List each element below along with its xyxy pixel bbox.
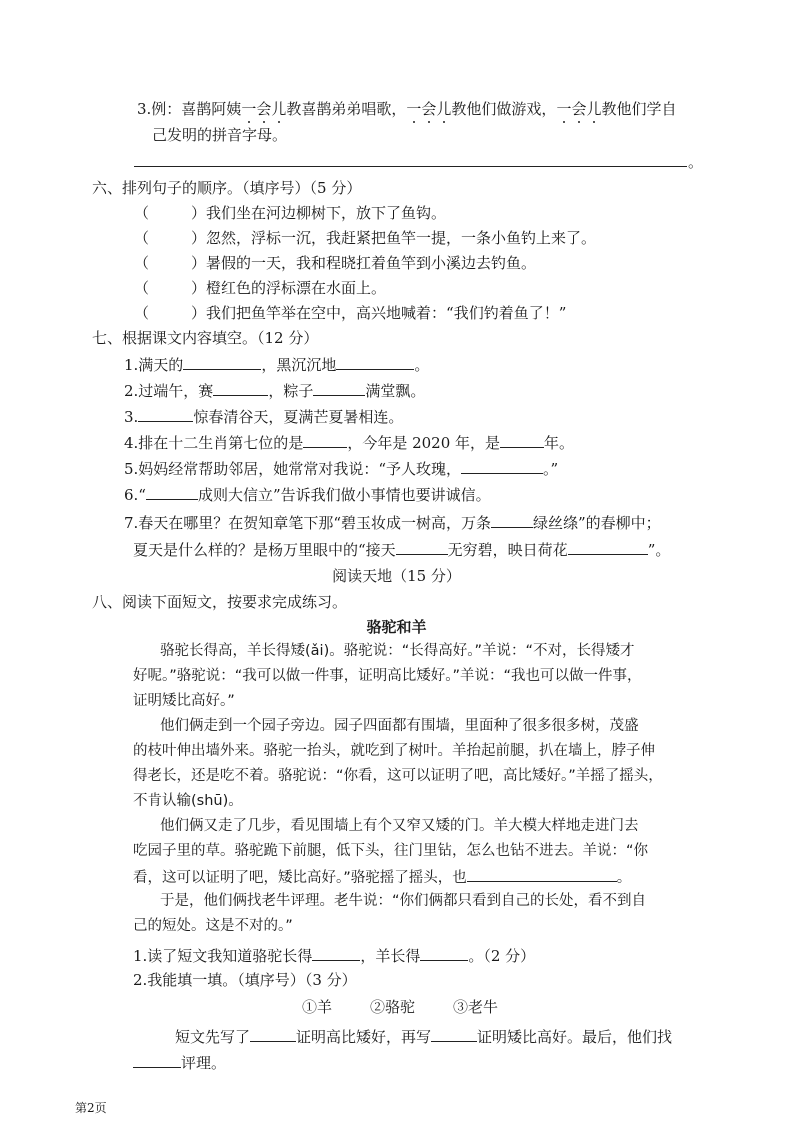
fill-line-2 [124,380,425,401]
q-text: 评理。 [181,1054,227,1072]
fill-line-3 [124,406,403,427]
order-text: 我们把鱼竿举在空中，高兴地喊着：“我们钓着鱼了！” [206,304,567,322]
fill-blank[interactable] [313,380,365,396]
paren-close: ） [191,229,207,247]
fill-line-4 [124,432,574,453]
fill-line-1 [124,354,429,375]
story-text: 。 [616,870,632,886]
answer-blank[interactable] [312,945,360,961]
fill-text: 成则大信立”告诉我们做小事情也要讲诚信。 [197,486,491,504]
answer-blank[interactable] [250,1026,296,1042]
q3-answer-line[interactable] [134,166,687,167]
story-line-with-blank [133,866,631,888]
q3-example-line1 [137,99,677,119]
story-blank[interactable] [467,866,617,882]
fill-text: 惊春清谷天，夏满芒夏暑相连。 [193,408,404,426]
question-1 [133,945,535,966]
fill-blank[interactable] [146,484,198,500]
order-text: 暑假的一天，我和程晓扛着鱼竿到小溪边去钓鱼。 [206,254,537,272]
story-line: 得老长，还是吃不着。骆驼说：“你看，这可以证明了吧，高比矮好。”羊摇了摇头， [133,768,663,784]
order-item-1 [134,203,446,223]
fill-text: ，今年是 2020 年，是 [347,434,501,452]
story-line: 己的短处。这是不对的。” [133,918,293,934]
fill-text: 。 [414,356,430,374]
paren-open: （ [134,254,150,272]
question-2-line2 [133,1052,226,1073]
fill-text: 。” [542,460,559,478]
order-item-2 [134,228,596,248]
fill-text: 7.春天在哪里？在贺知章笔下那“碧玉妆成一树高，万条 [124,514,491,532]
fill-blank[interactable] [396,539,448,555]
answer-blank[interactable] [420,945,468,961]
story-line: 好呢。”骆驼说：“我可以做一件事，证明高比矮好。”羊说：“我也可以做一件事， [133,668,642,684]
fill-blank[interactable] [138,406,193,422]
fill-line-5 [124,458,558,479]
fill-blank[interactable] [303,432,347,448]
fill-text: 6.“ [124,486,146,504]
question-2-title: 2.我能填一填。（填序号）（3 分） [133,971,357,989]
paren-close: ） [191,204,207,222]
story-line: 骆驼长得高，羊长得矮(ǎi)。骆驼说：“长得高好。”羊说：“不对，长得矮才 [160,643,635,659]
section6-title: 六、排列句子的顺序。（填序号）（5 分） [92,179,362,197]
q3-text: 教他们做游戏， [451,100,557,118]
paren-close: ） [191,254,207,272]
order-text: 橙红色的浮标漂在水面上。 [206,279,387,297]
q3-text: 教喜鹊弟弟唱歌， [286,100,407,118]
story-line: 证明矮比高好。” [133,693,235,709]
fill-blank[interactable] [336,354,414,370]
fill-text: 3. [124,408,139,426]
question-2-line1 [175,1026,672,1047]
order-text: 我们坐在河边柳树下，放下了鱼钩。 [206,204,447,222]
option-camel: ②骆驼 [370,998,416,1016]
option-ox: ③老牛 [453,998,499,1016]
answer-blank[interactable] [431,1026,477,1042]
fill-blank[interactable] [213,380,268,396]
option-sheep: ①羊 [302,998,333,1016]
order-item-3 [134,253,536,273]
q-text: 1.读了短文我知道骆驼长得 [133,947,313,965]
answer-blank[interactable] [133,1052,181,1068]
q3-dotted-word: 一会儿 [556,100,602,118]
q-text: 。（2 分） [468,947,536,965]
fill-text: ，粽子 [268,382,314,400]
q3-dotted-word: 一会儿 [241,100,287,118]
q-text: 证明高比矮好，再写 [296,1028,432,1046]
order-text: 忽然，浮标一沉，我赶紧把鱼竿一提，一条小鱼钓上来了。 [206,229,597,247]
q-text: 短文先写了 [175,1028,251,1046]
fill-blank[interactable] [461,458,543,474]
fill-blank[interactable] [568,539,648,555]
paren-open: （ [134,304,150,322]
reading-heading: 阅读天地（15 分） [332,567,461,585]
fill-text: 满堂飘。 [365,382,426,400]
fill-blank[interactable] [491,512,533,528]
fill-text: ”。 [647,541,671,559]
q3-text: 教他们学自 [601,100,677,118]
story-title: 骆驼和羊 [366,618,427,636]
q-text: 证明矮比高好。最后，他们找 [477,1028,673,1046]
fill-text: 绿丝绦”的春柳中； [532,514,661,532]
order-item-4 [134,278,386,298]
story-line: 他们俩又走了几步，看见围墙上有个又窄又矮的门。羊大模大样地走进门去 [160,818,639,834]
story-line: 不肯认输(shū)。 [133,793,243,809]
q-text: ，羊长得 [360,947,421,965]
story-line: 于是，他们俩找老牛评理。老牛说：“你们俩都只看到自己的长处，看不到自 [160,893,647,909]
paren-open: （ [134,229,150,247]
fill-text: 夏天是什么样的？是杨万里眼中的“接天 [133,541,396,559]
q3-dotted-word: 一会儿 [406,100,452,118]
section8-title: 八、阅读下面短文，按要求完成练习。 [92,593,348,611]
q3-end-mark: 。 [688,153,704,171]
fill-line-8 [133,539,670,560]
story-line: 吃园子里的草。骆驼跪下前腿，低下头，往门里钻，怎么也钻不进去。羊说：“你 [133,843,649,859]
fill-text: 4.排在十二生肖第七位的是 [124,434,304,452]
fill-text: 无穷碧，映日荷花 [447,541,568,559]
section7-title: 七、根据课文内容填空。（12 分） [92,329,319,347]
paren-open: （ [134,279,150,297]
fill-blank[interactable] [500,432,544,448]
q3-text: 3.例：喜鹊阿姨 [137,100,242,118]
fill-text: 年。 [544,434,575,452]
paren-open: （ [134,204,150,222]
fill-line-6 [124,484,491,505]
story-line: 他们俩走到一个园子旁边。园子四面都有围墙，里面种了很多很多树，茂盛 [160,718,639,734]
fill-text: 2.过端午，赛 [124,382,214,400]
paren-close: ） [191,304,207,322]
paren-close: ） [191,279,207,297]
options-row [302,997,498,1017]
order-item-5 [134,303,566,323]
fill-text: 1.满天的 [124,356,184,374]
fill-text: 5.妈妈经常帮助邻居，她常常对我说：“予人玫瑰， [124,460,461,478]
fill-blank[interactable] [183,354,261,370]
story-line: 的枝叶伸出墙外来。骆驼一抬头，就吃到了树叶。羊抬起前腿，扒在墙上，脖子伸 [133,743,655,759]
page-number: 第2页 [75,1101,107,1115]
fill-text: ，黑沉沉地 [261,356,337,374]
story-text: 看，这可以证明了吧，矮比高好。”骆驼摇了摇头，也 [133,870,467,886]
fill-line-7 [124,512,661,533]
q3-example-line2: 己发明的拼音字母。 [152,126,288,144]
